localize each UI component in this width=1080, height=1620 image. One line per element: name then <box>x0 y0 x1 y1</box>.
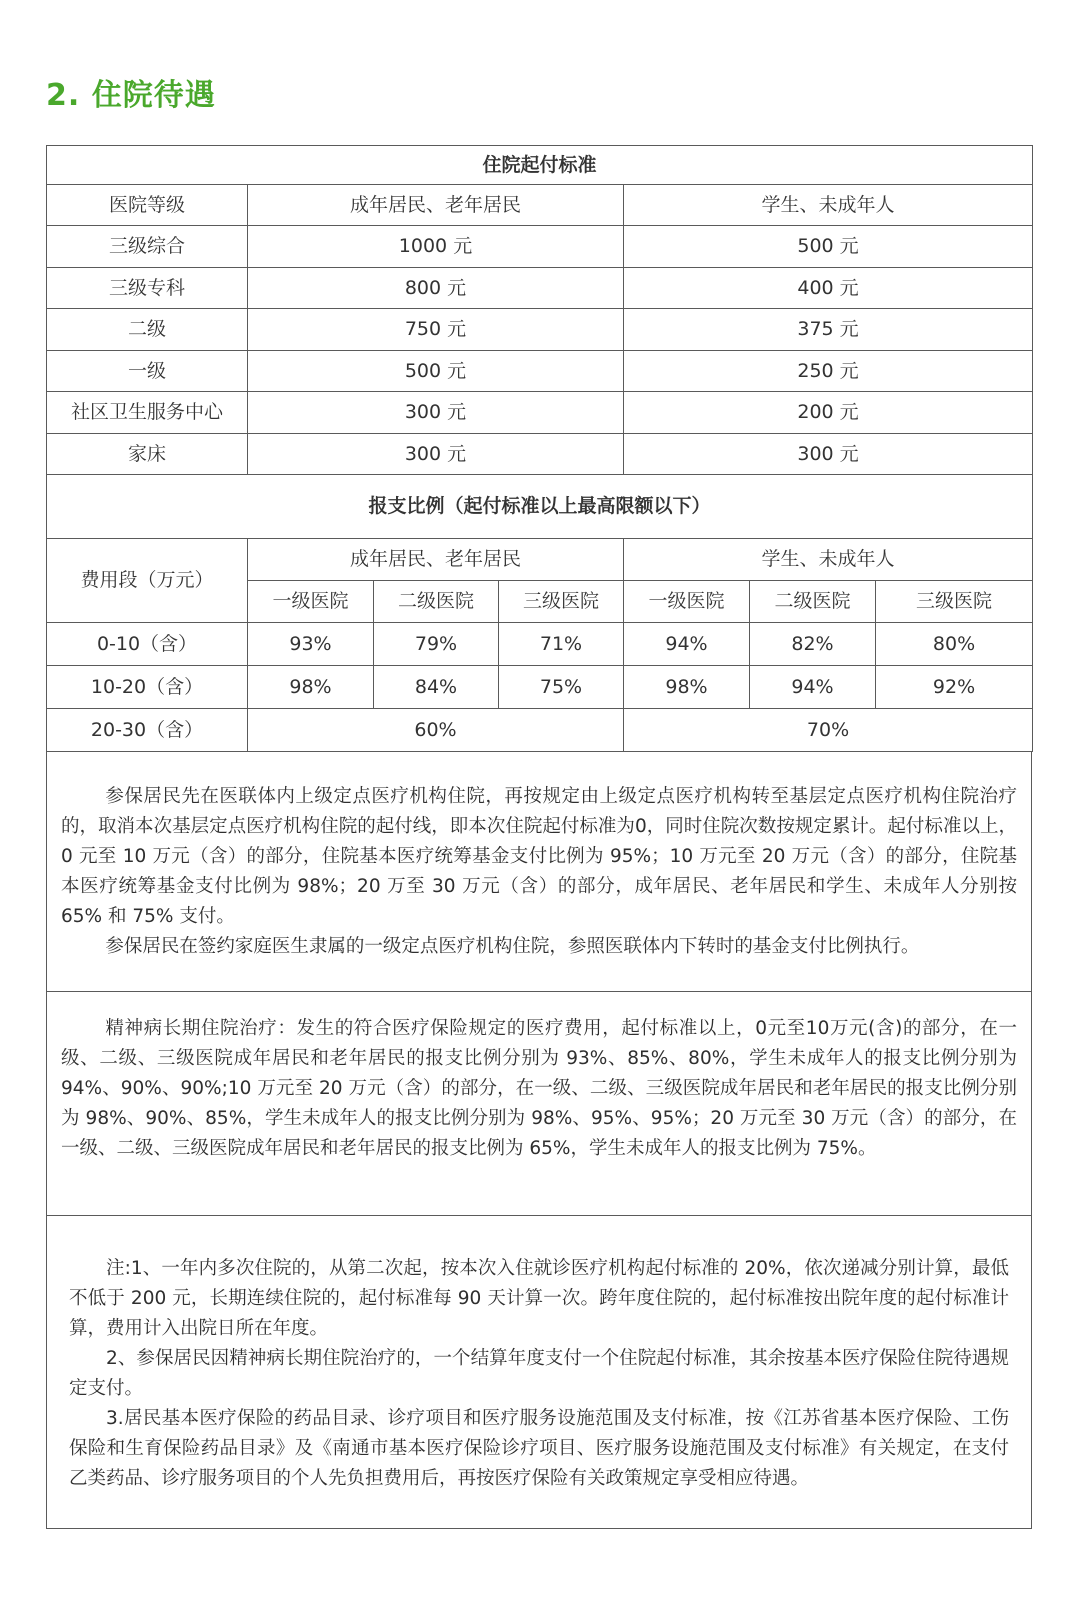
ratio-cell: 82% <box>750 623 876 666</box>
paragraph: 参保居民在签约家庭医生隶属的一级定点医疗机构住院，参照医联体内下转时的基金支付比例执行。 <box>105 936 920 957</box>
level-cell: 社区卫生服务中心 <box>47 392 248 434</box>
ratio-cell: 93% <box>248 623 374 666</box>
header-adult-elderly: 成年居民、老年居民 <box>248 185 624 226</box>
level-cell: 一级 <box>47 351 248 392</box>
level-cell: 三级综合 <box>47 226 248 268</box>
ratio-cell-adult-merged: 60% <box>248 709 624 752</box>
fee-segment-cell: 10-20（含） <box>47 666 248 709</box>
adult-start-cell: 300 元 <box>248 392 624 434</box>
ratio-cell: 71% <box>499 623 624 666</box>
hospital-level-header: 二级医院 <box>374 581 499 623</box>
text-block-psychiatric <box>46 992 1032 1216</box>
hospital-level-header: 三级医院 <box>499 581 624 623</box>
level-cell: 家床 <box>47 434 248 475</box>
header-hospital-level: 医院等级 <box>47 185 248 226</box>
benefit-table-frame <box>46 145 1032 1529</box>
note-paragraph: 注:1、一年内多次住院的，从第二次起，按本次入住就诊医疗机构起付标准的 20%，依次递减分别计算，最低不低于 200 元，长期连续住院的，起付标准每 90 天计算一次。跨年度住院的，起付标准按出院年度的起付标准计算，费用计入出院日所在年度。 <box>69 1258 1009 1339</box>
ratio-cell: 94% <box>750 666 876 709</box>
student-start-cell: 300 元 <box>624 434 1033 475</box>
adult-start-cell: 300 元 <box>248 434 624 475</box>
student-start-cell: 375 元 <box>624 309 1033 351</box>
ratio-cell: 84% <box>374 666 499 709</box>
ratio-cell: 98% <box>248 666 374 709</box>
section-heading: 2. 住院待遇 <box>46 78 216 113</box>
adult-start-cell: 500 元 <box>248 351 624 392</box>
ratio-group-student: 学生、未成年人 <box>624 539 1033 581</box>
hospital-level-header: 三级医院 <box>876 581 1033 623</box>
paragraph: 参保居民先在医联体内上级定点医疗机构住院，再按规定由上级定点医疗机构转至基层定点医疗机构住院治疗的，取消本次基层定点医疗机构住院的起付线，即本次住院起付标准为0，同时住院次数按规定累计。起付标准以上，0 元至 10 万元（含）的部分，住院基本医疗统筹基金支付比例为 95%；10 万元至 20 万元（含）的部分，住院基本医疗统筹基金支付比例为 98%；20 万至 30 万元（含）的部分，成年居民、老年居民和学生、未成年人分别按 65% 和 75% 支付。 <box>61 786 1017 927</box>
adult-start-cell: 1000 元 <box>248 226 624 268</box>
adult-start-cell: 800 元 <box>248 268 624 309</box>
ratio-cell-student-merged: 70% <box>624 709 1033 752</box>
student-start-cell: 250 元 <box>624 351 1033 392</box>
fee-segment-cell: 0-10（含） <box>47 623 248 666</box>
header-student-minor: 学生、未成年人 <box>624 185 1033 226</box>
student-start-cell: 500 元 <box>624 226 1033 268</box>
ratio-cell: 79% <box>374 623 499 666</box>
level-cell: 三级专科 <box>47 268 248 309</box>
hospital-level-header: 一级医院 <box>624 581 750 623</box>
note-paragraph: 3.居民基本医疗保险的药品目录、诊疗项目和医疗服务设施范围及支付标准，按《江苏省基本医疗保险、工伤保险和生育保险药品目录》及《南通市基本医疗保险诊疗项目、医疗服务设施范围及支付标准》有关规定，在支付乙类药品、诊疗服务项目的个人先负担费用后，再按医疗保险有关政策规定享受相应待遇。 <box>69 1408 1009 1489</box>
paragraph: 精神病长期住院治疗：发生的符合医疗保险规定的医疗费用，起付标准以上，0元至10万元(含)的部分，在一级、二级、三级医院成年居民和老年居民的报支比例分别为 93%、85%、80%，学生未成年人的报支比例分别为 94%、90%、90%;10 万元至 20 万元（含）的部分，在一级、二级、三级医院成年居民和老年居民的报支比例分别为 98%、90%、85%，学生未成年人的报支比例分别为 98%、95%、95%；20 万元至 30 万元（含）的部分，在一级、二级、三级医院成年居民和老年居民的报支比例为 65%，学生未成年人的报支比例为 75%。 <box>61 1018 1017 1159</box>
ratio-title: 报支比例（起付标准以上最高限额以下） <box>47 475 1033 539</box>
ratio-cell: 80% <box>876 623 1033 666</box>
text-block-referral <box>46 752 1032 992</box>
header-fee-segment: 费用段（万元） <box>47 539 248 623</box>
ratio-cell: 75% <box>499 666 624 709</box>
ratio-cell: 98% <box>624 666 750 709</box>
text-block-notes <box>46 1216 1032 1529</box>
start-standard-title: 住院起付标准 <box>47 146 1033 185</box>
fee-segment-cell: 20-30（含） <box>47 709 248 752</box>
level-cell: 二级 <box>47 309 248 351</box>
hospital-level-header: 一级医院 <box>248 581 374 623</box>
ratio-cell: 94% <box>624 623 750 666</box>
adult-start-cell: 750 元 <box>248 309 624 351</box>
student-start-cell: 200 元 <box>624 392 1033 434</box>
student-start-cell: 400 元 <box>624 268 1033 309</box>
ratio-cell: 92% <box>876 666 1033 709</box>
ratio-group-adult: 成年居民、老年居民 <box>248 539 624 581</box>
note-paragraph: 2、参保居民因精神病长期住院治疗的，一个结算年度支付一个住院起付标准，其余按基本医疗保险住院待遇规定支付。 <box>69 1348 1009 1399</box>
hospitalization-table <box>46 145 1033 752</box>
hospital-level-header: 二级医院 <box>750 581 876 623</box>
